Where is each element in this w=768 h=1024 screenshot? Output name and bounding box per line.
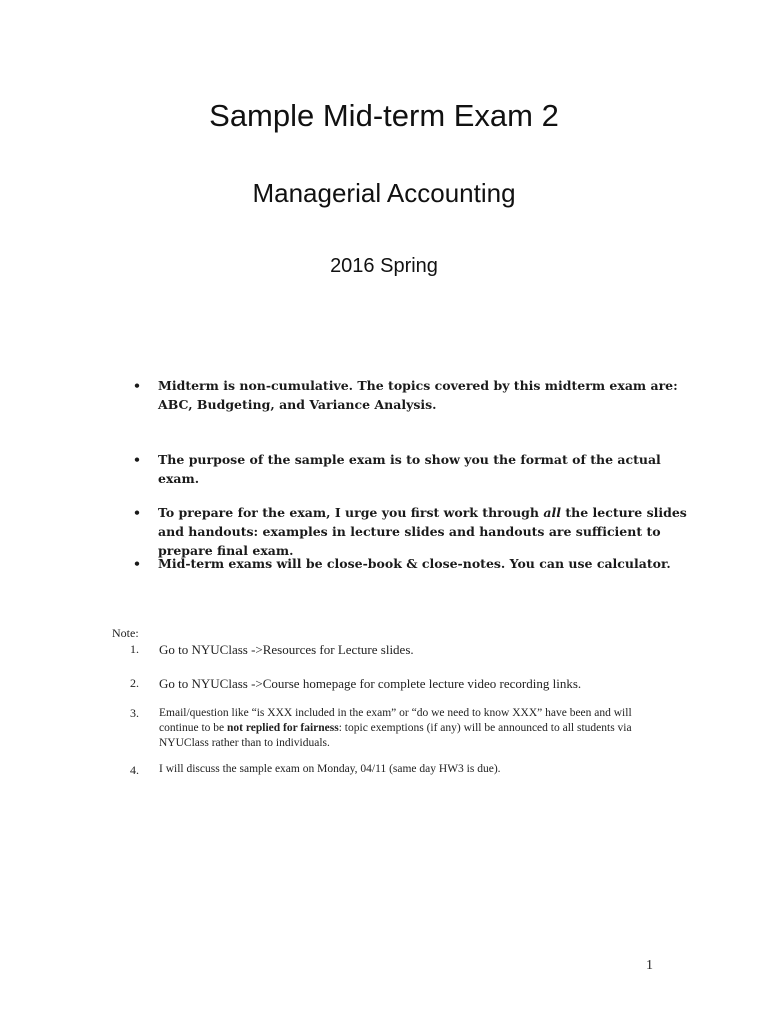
term-label: 2016 Spring	[330, 255, 438, 277]
page-number: 1	[646, 958, 653, 973]
note-text: I will discuss the sample exam on Monday, 04/11 (same day HW3 is due).	[159, 763, 501, 775]
note-text-bold: not replied for fairness	[227, 722, 339, 734]
bullet-text	[158, 503, 693, 560]
exam-title: Sample Mid-term Exam 2	[209, 98, 559, 133]
course-title: Managerial Accounting	[252, 178, 516, 208]
note-text: Go to NYUClass ->Course homepage for complete lecture video recording links.	[159, 676, 582, 691]
bullet-symbol: •	[133, 505, 141, 520]
bullet-symbol: •	[133, 378, 141, 393]
note-number: 4.	[130, 763, 139, 777]
bullet-item	[133, 376, 693, 414]
bullet-text-before: To prepare for the exam, I urge you first work through	[158, 505, 544, 520]
note-item	[130, 642, 670, 658]
bullet-text: Midterm is non-cumulative. The topics covered by this midterm exam are: ABC, Budgeting, and Variance Analysis.	[158, 378, 678, 412]
note-item	[130, 676, 670, 692]
bullet-text: The purpose of the sample exam is to show you the format of the actual exam.	[158, 452, 661, 486]
note-number: 1.	[130, 642, 139, 656]
note-item	[130, 706, 670, 751]
note-number: 2.	[130, 676, 139, 690]
note-item	[130, 763, 670, 775]
note-text	[159, 706, 670, 751]
bullet-item	[133, 554, 693, 573]
bullet-text-emphasis: all	[543, 505, 561, 520]
bullet-item	[133, 450, 693, 488]
bullet-symbol: •	[133, 556, 141, 571]
bullet-text-after: the lecture slides and handouts: examples in lecture slides and handouts are sufficient to prepare final exam.	[158, 505, 687, 558]
note-text-after: : topic exemptions (if any) will be announced to all students via NYUClass rather than to individuals.	[159, 722, 632, 749]
note-label: Note:	[112, 626, 139, 640]
bullet-symbol: •	[133, 452, 141, 467]
note-number: 3.	[130, 706, 139, 720]
note-text: Go to NYUClass ->Resources for Lecture slides.	[159, 642, 414, 657]
bullet-item	[133, 503, 693, 560]
bullet-text: Mid-term exams will be close-book & close-notes. You can use calculator.	[158, 556, 671, 571]
note-text-before: Email/question like “is XXX included in the exam” or “do we need to know XXX” have been and will continue to be	[159, 707, 632, 734]
